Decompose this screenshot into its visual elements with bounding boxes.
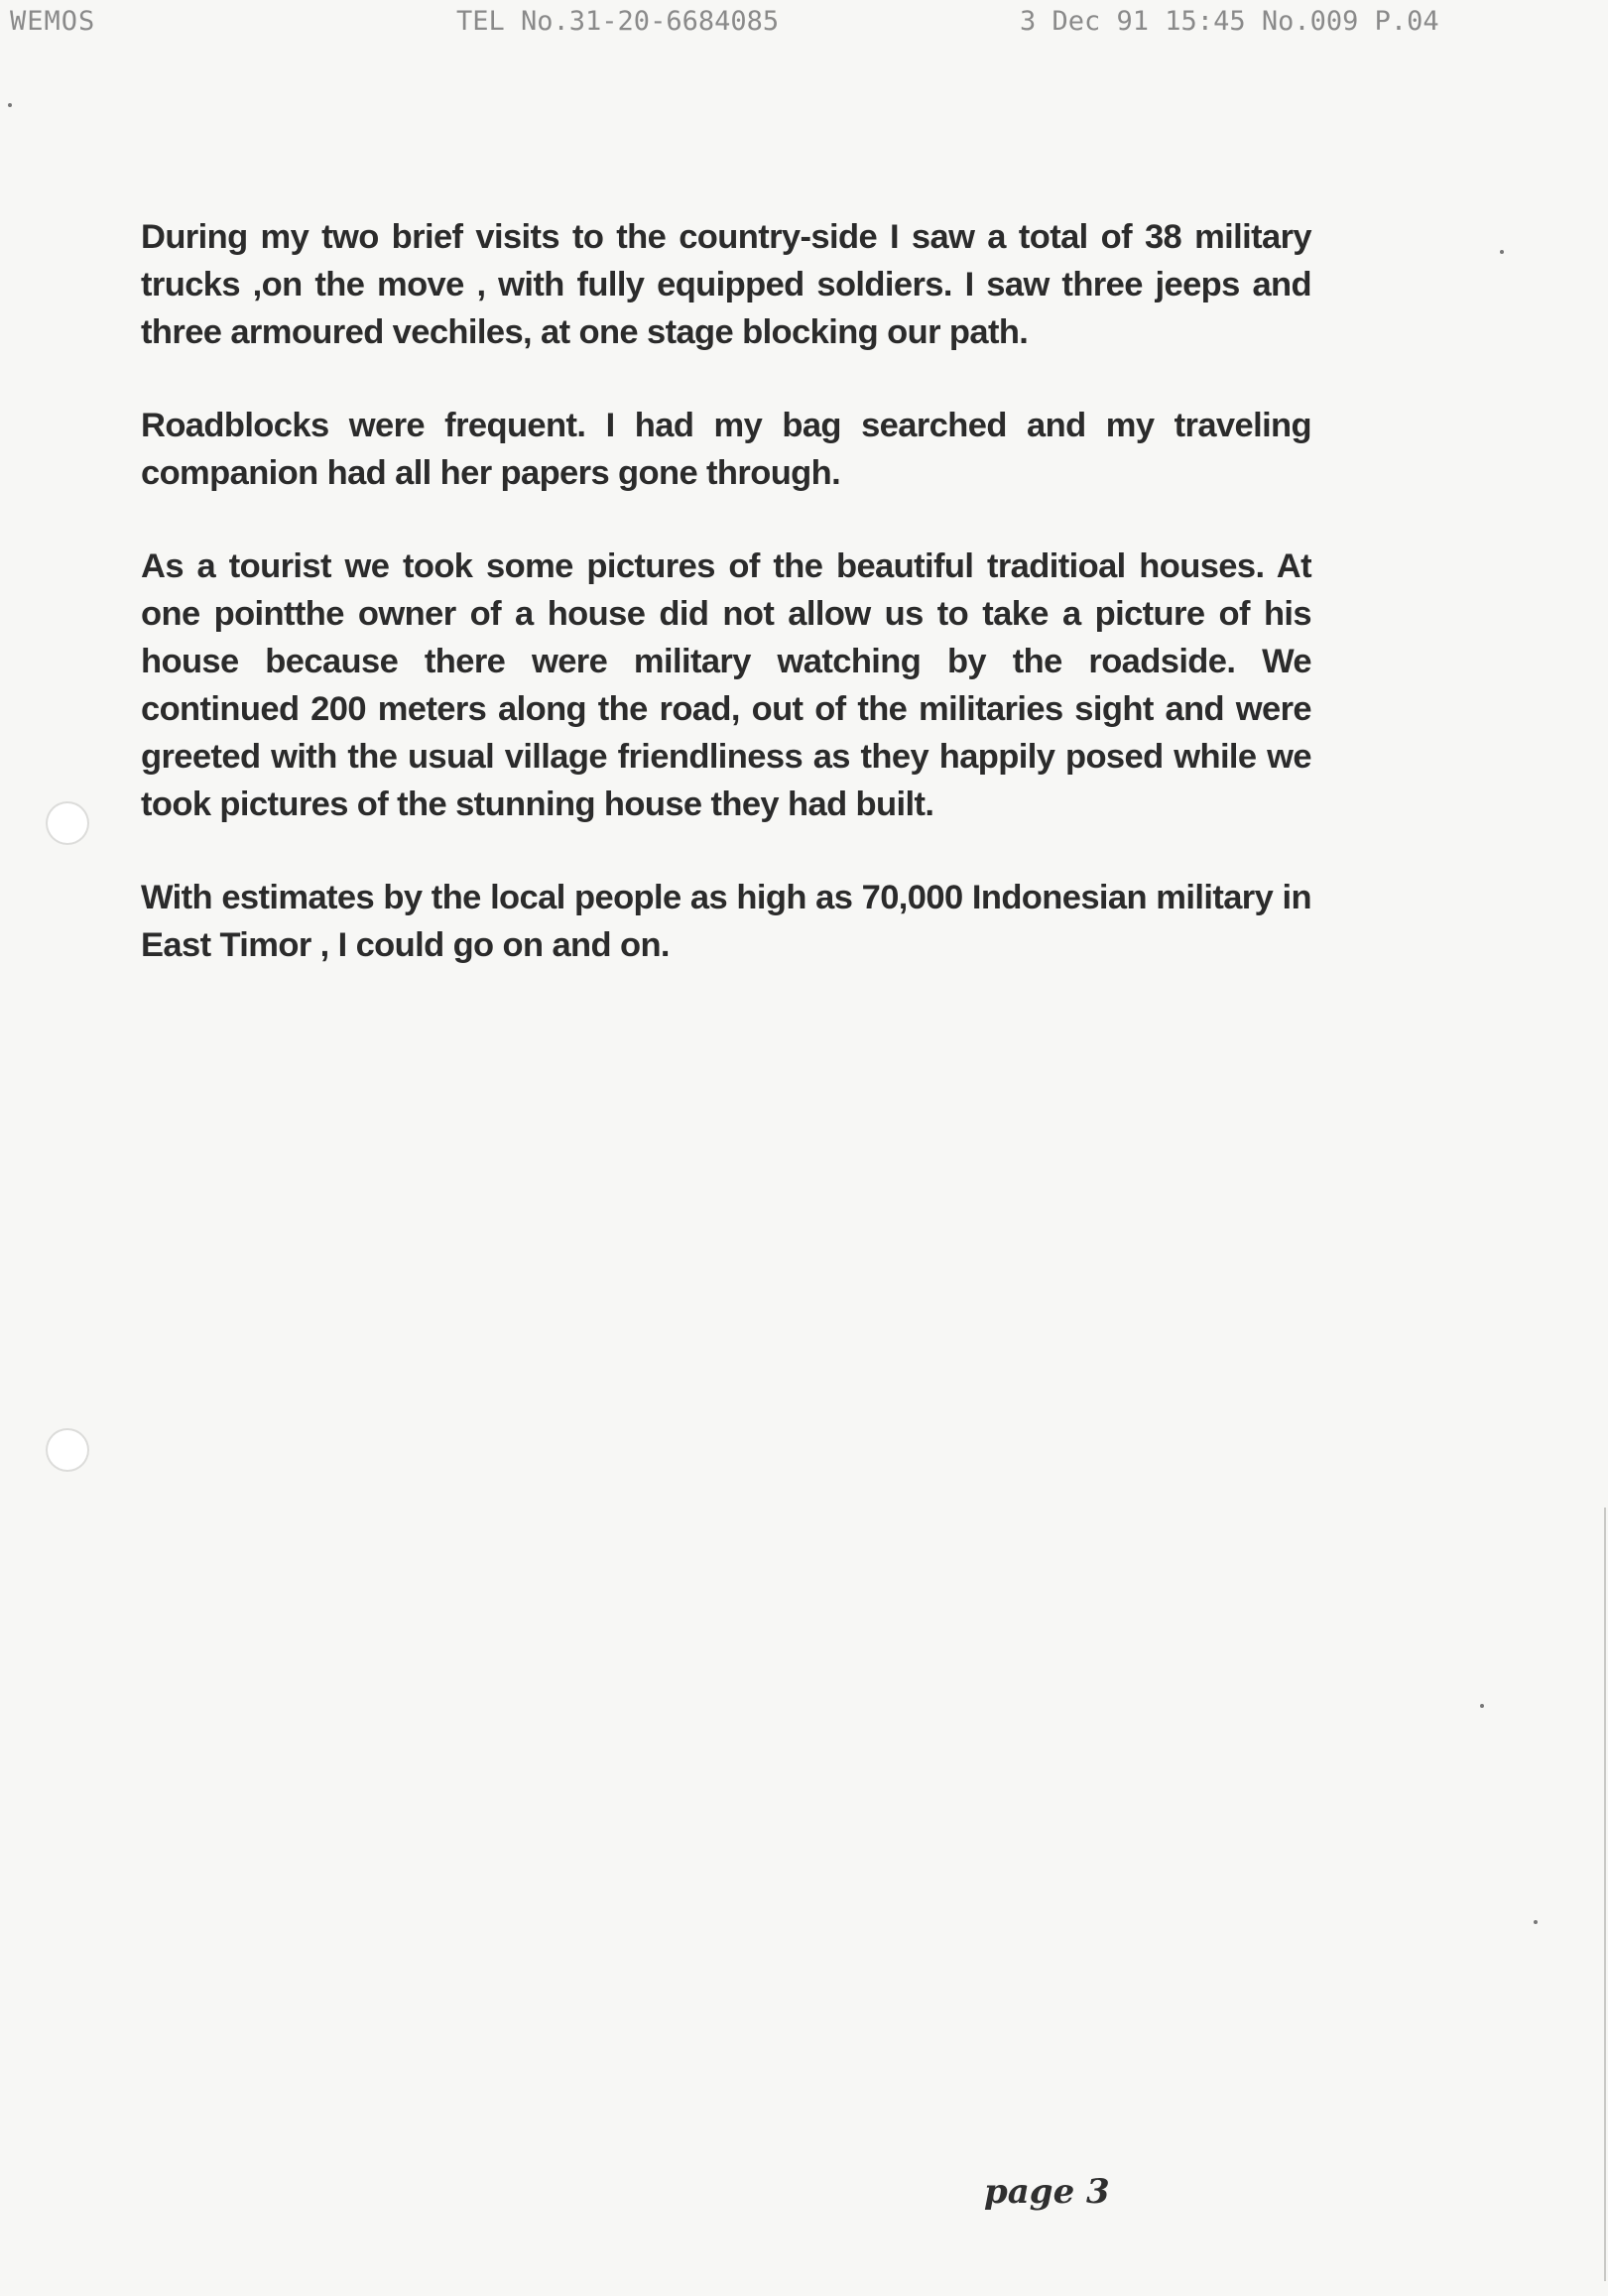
fax-sender: WEMOS bbox=[10, 6, 96, 37]
paragraph-military-estimates: With estimates by the local people as high as 70,000 Indonesian military in East Timor , I could go on and on. bbox=[141, 879, 1311, 964]
punch-hole-lower bbox=[46, 1428, 89, 1472]
fax-timestamp: 3 Dec 91 15:45 No.009 P.04 bbox=[1020, 6, 1439, 37]
scan-speck bbox=[1534, 1920, 1538, 1924]
scan-edge-shadow bbox=[1604, 1508, 1606, 2281]
punch-hole-upper bbox=[46, 801, 89, 845]
scan-speck bbox=[8, 103, 12, 107]
page-number: page 3 bbox=[984, 2172, 1110, 2212]
fax-header bbox=[0, 0, 1608, 48]
document-body bbox=[141, 213, 1311, 1015]
paragraph-military-trucks: During my two brief visits to the country-side I saw a total of 38 military trucks ,on the move , with fully equipped soldiers. I saw three jeeps and three armoured vechiles, at one stage blocking our path. bbox=[141, 218, 1311, 351]
fax-telephone: TEL No.31-20-6684085 bbox=[456, 6, 780, 37]
paragraph-traditional-houses: As a tourist we took some pictures of the beautiful traditioal houses. At one pointthe owner of a house did not allow us to take a picture of his house because there were military watching by the roadside. We continued 200 meters along the road, out of the militaries sight and were greeted with the usual village friendliness as they happily posed while we took pictures of the stunning house they had built. bbox=[141, 547, 1311, 823]
scan-speck bbox=[1480, 1704, 1484, 1708]
scan-speck bbox=[1500, 250, 1504, 254]
paragraph-roadblocks: Roadblocks were frequent. I had my bag searched and my traveling companion had all her papers gone through. bbox=[141, 407, 1311, 492]
